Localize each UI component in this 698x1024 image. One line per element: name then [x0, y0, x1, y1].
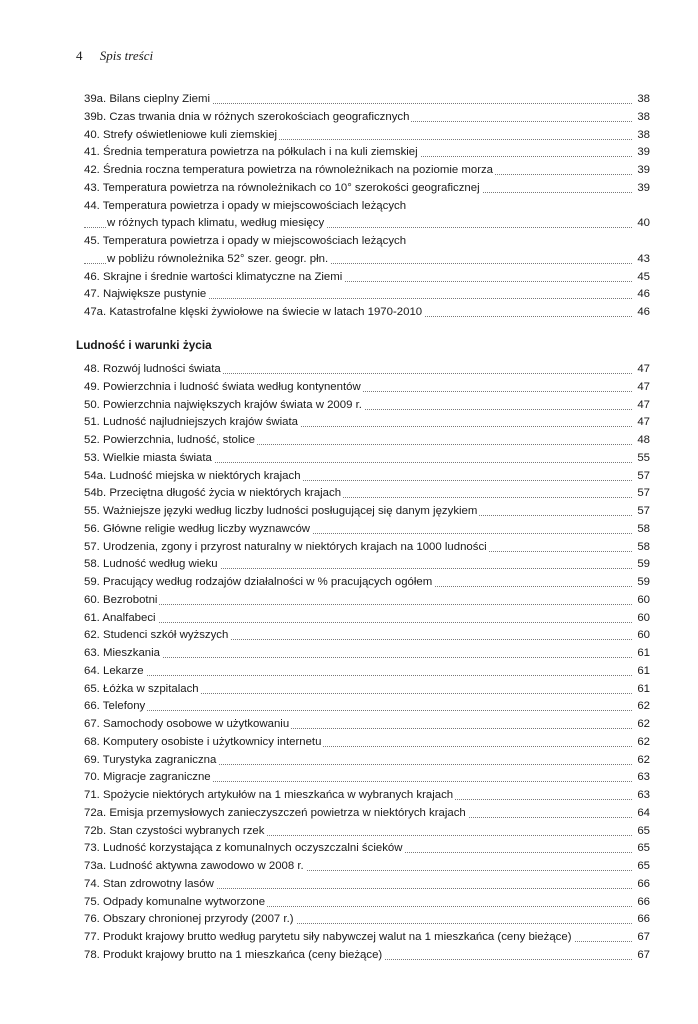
toc-entry[interactable]: [84, 735, 650, 750]
toc-entry[interactable]: [84, 163, 650, 178]
toc-entry-label-continuation: w pobliżu równoleżnika 52° szer. geogr. płn.: [107, 252, 329, 265]
toc-entry-page: 47: [637, 416, 650, 429]
toc-entry-label-continuation: w różnych typach klimatu, według miesięcy: [107, 217, 325, 230]
toc-entry-label: 53. Wielkie miasta świata: [84, 451, 212, 464]
toc-entry-label: 66. Telefony: [84, 700, 146, 713]
toc-entry-page: 48: [637, 434, 650, 446]
toc-entry-label: 56. Główne religie według liczby wyznawców: [84, 522, 311, 535]
toc-entry-label: 72a. Emisja przemysłowych zanieczyszczeń powietrza w niektórych krajach: [84, 806, 466, 819]
toc-entry-label: 76. Obszary chronionej przyrody (2007 r.): [84, 913, 294, 926]
toc-entry[interactable]: [84, 895, 650, 910]
toc-entry-label: 57. Urodzenia, zgony i przyrost naturalny w niektórych krajach na 1000 ludności: [84, 540, 487, 553]
dot-leader: [84, 622, 632, 623]
toc-entry[interactable]: [84, 699, 650, 714]
toc-entry-label: 41. Średnia temperatura powietrza na półkulach i na kuli ziemskiej: [84, 146, 418, 159]
toc-entry[interactable]: [84, 110, 650, 125]
toc-entry-label: 43. Temperatura powietrza na równoleżnikach co 10° szerokości geograficznej: [84, 181, 480, 194]
toc-entry-page: 47: [637, 380, 650, 393]
toc-entry-label: 59. Pracujący według rodzajów działalności w % pracujących ogółem: [84, 576, 433, 588]
toc-entry[interactable]: [84, 806, 650, 821]
toc-entry-page: 59: [637, 558, 650, 571]
toc-entry-label: 52. Powierzchnia, ludność, stolice: [84, 434, 255, 446]
section-heading: Ludność i warunki życia: [76, 338, 212, 352]
toc-entry-page: 38: [637, 128, 650, 141]
toc-entry[interactable]: [84, 540, 650, 555]
toc-entry-label: 60. Bezrobotni: [84, 593, 158, 606]
toc-entry-page: 65: [637, 824, 650, 837]
toc-entry[interactable]: [84, 380, 650, 395]
page-number: 4: [76, 48, 83, 63]
toc-entry-page: 60: [637, 611, 650, 624]
toc-entry[interactable]: [84, 433, 650, 448]
toc-entry-page: 67: [637, 931, 650, 943]
toc-entry-label: 47a. Katastrofalne klęski żywiołowe na świecie w latach 1970-2010: [84, 306, 423, 318]
toc-entry[interactable]: [84, 753, 650, 768]
toc-entry-page: 65: [637, 842, 650, 855]
toc-entry[interactable]: [84, 628, 650, 643]
toc-entry[interactable]: [84, 788, 650, 803]
toc-entry-page: 47: [637, 398, 650, 411]
toc-entry-label: 54b. Przeciętna długość życia w niektórych krajach: [84, 487, 342, 500]
toc-entry[interactable]: [84, 841, 650, 856]
toc-entry-page: 57: [637, 469, 650, 482]
toc-entry-page: 39: [637, 164, 650, 176]
toc-entry[interactable]: [84, 287, 650, 302]
toc-entry-label: 39a. Bilans cieplny Ziemi: [84, 93, 210, 105]
toc-entry-label: 73. Ludność korzystająca z komunalnych oczyszczalni ścieków: [84, 842, 403, 855]
toc-entry-label: 70. Migracje zagraniczne: [84, 771, 211, 784]
toc-entry[interactable]: [84, 557, 650, 572]
toc-entry-label: 54a. Ludność miejska w niektórych krajach: [84, 469, 301, 482]
toc-entry-label: 71. Spożycie niektórych artykułów na 1 mieszkańca w wybranych krajach: [84, 789, 454, 801]
toc-entry[interactable]: [84, 415, 650, 430]
toc-entry-page: 46: [637, 306, 650, 318]
toc-entry-page: 38: [637, 93, 650, 105]
toc-entry-page: 59: [637, 576, 650, 588]
toc-entry-label: 51. Ludność najludniejszych krajów świata: [84, 416, 299, 429]
toc-entry-page: 62: [637, 735, 650, 748]
toc-entry-page: 60: [637, 629, 650, 642]
toc-entry-page: 61: [637, 647, 650, 659]
toc-entry-label: 44. Temperatura powietrza i opady w miejscowościach leżących: [84, 199, 407, 212]
toc-entry-label: 50. Powierzchnia największych krajów świata w 2009 r.: [84, 398, 362, 411]
toc-entry-page: 66: [637, 877, 650, 890]
toc-entry-page: 55: [637, 451, 650, 464]
toc-entry[interactable]: [84, 92, 650, 107]
toc-entry-label: 65. Łóżka w szpitalach: [84, 682, 199, 695]
toc-entry-label: 49. Powierzchnia i ludność świata według kontynentów: [84, 380, 361, 393]
toc-entry[interactable]: [84, 305, 650, 320]
toc-entry-page: 61: [637, 664, 650, 677]
toc-entry[interactable]: [84, 877, 650, 892]
toc-entry-label: 61. Analfabeci: [84, 611, 156, 624]
toc-entry-page: 64: [637, 806, 650, 819]
toc-entry-page: 57: [637, 487, 650, 500]
toc-entry[interactable]: [84, 682, 650, 697]
toc-entry-page: 45: [637, 270, 650, 283]
toc-entry[interactable]: [84, 575, 650, 590]
toc-entry-label: 40. Strefy oświetleniowe kuli ziemskiej: [84, 128, 278, 141]
toc-entry-label: 74. Stan zdrowotny lasów: [84, 877, 214, 890]
toc-entry-label: 72b. Stan czystości wybranych rzek: [84, 824, 265, 837]
toc-entry-page: 62: [637, 718, 650, 730]
toc-entry-page: 47: [637, 363, 650, 375]
toc-entry-page: 39: [637, 181, 650, 194]
toc-entry-label: 42. Średnia roczna temperatura powietrza na równoleżnikach na poziomie morza: [84, 164, 494, 176]
toc-entry[interactable]: [84, 664, 650, 679]
page-header: [76, 48, 153, 64]
dot-leader: [84, 675, 632, 676]
toc-entry-page: 58: [637, 522, 650, 535]
toc-entry-page: 58: [637, 540, 650, 553]
toc-entry-page: 67: [637, 948, 650, 961]
toc-entry-page: 57: [637, 505, 650, 517]
toc-entry-label: 45. Temperatura powietrza i opady w miejscowościach leżących: [84, 235, 407, 247]
toc-entry-label: 39b. Czas trwania dnia w różnych szerokościach geograficznych: [84, 110, 410, 123]
toc-entry[interactable]: [84, 930, 650, 945]
toc-entry-page: 43: [637, 252, 650, 265]
toc-entry-page: 66: [637, 895, 650, 908]
toc-entry[interactable]: [84, 270, 650, 285]
toc-entry[interactable]: [84, 181, 650, 196]
toc-entry-page: 65: [637, 860, 650, 872]
toc-entry-page: 39: [637, 146, 650, 159]
toc-entry-page: 60: [637, 593, 650, 606]
toc-entry-label: 63. Mieszkania: [84, 647, 160, 659]
toc-entry-label: 64. Lekarze: [84, 664, 144, 677]
toc-entry-label: 67. Samochody osobowe w użytkowaniu: [84, 718, 290, 730]
toc-entry[interactable]: [84, 362, 650, 377]
toc-entry-label: 62. Studenci szkół wyższych: [84, 629, 229, 642]
toc-entry[interactable]: [84, 522, 650, 537]
toc-entry-label: 47. Największe pustynie: [84, 288, 207, 301]
toc-entry[interactable]: [84, 504, 650, 519]
toc-entry-page: 61: [637, 682, 650, 695]
toc-entry[interactable]: [84, 717, 650, 732]
toc-entry-page: 62: [637, 700, 650, 713]
dot-leader: [84, 710, 632, 711]
toc-entry[interactable]: [84, 252, 650, 267]
toc-entry-label: 77. Produkt krajowy brutto według parytetu siły nabywczej walut na 1 mieszkańca (ceny bieżące): [84, 931, 572, 943]
toc-entry-label: 69. Turystyka zagraniczna: [84, 753, 217, 766]
toc-entry-page: 63: [637, 771, 650, 784]
toc-entry[interactable]: [84, 469, 650, 484]
toc-entry-label: 73a. Ludność aktywna zawodowo w 2008 r.: [84, 860, 304, 872]
toc-entry-label: 78. Produkt krajowy brutto na 1 mieszkańca (ceny bieżące): [84, 948, 383, 961]
chapter-title: Spis treści: [99, 48, 154, 63]
toc-entry-page: 62: [637, 753, 650, 766]
toc-entry-page: 46: [637, 288, 650, 301]
toc-entry[interactable]: [84, 216, 650, 231]
toc-entry-page: 40: [637, 217, 650, 230]
dot-leader: [84, 657, 632, 658]
toc-entry-page: 63: [637, 789, 650, 801]
toc-entry[interactable]: [84, 451, 650, 466]
toc-entry-label: 48. Rozwój ludności świata: [84, 363, 221, 375]
toc-entry-label: 55. Ważniejsze języki według liczby ludności posługującej się danym językiem: [84, 505, 478, 517]
toc-entry[interactable]: [84, 646, 650, 661]
toc-entry[interactable]: [84, 859, 650, 874]
toc-entry[interactable]: [84, 948, 650, 963]
toc-entry[interactable]: [84, 770, 650, 785]
toc-entry-label: 46. Skrajne i średnie wartości klimatyczne na Ziemi: [84, 270, 343, 283]
toc-entry[interactable]: [84, 593, 650, 608]
toc-entry[interactable]: [84, 824, 650, 839]
toc-entry[interactable]: [84, 398, 650, 413]
toc-entry[interactable]: [84, 486, 650, 501]
toc-entry-page: 38: [637, 110, 650, 123]
toc-entry[interactable]: [84, 611, 650, 626]
dot-leader: [84, 604, 632, 605]
toc-entry[interactable]: [84, 912, 650, 927]
toc-entry-page: 66: [637, 913, 650, 926]
toc-entry[interactable]: [84, 145, 650, 160]
toc-entry-label: 68. Komputery osobiste i użytkownicy internetu: [84, 735, 322, 748]
toc-entry[interactable]: [84, 128, 650, 143]
toc-entry-label: 58. Ludność według wieku: [84, 558, 218, 571]
toc-entry-label: 75. Odpady komunalne wytworzone: [84, 895, 266, 908]
